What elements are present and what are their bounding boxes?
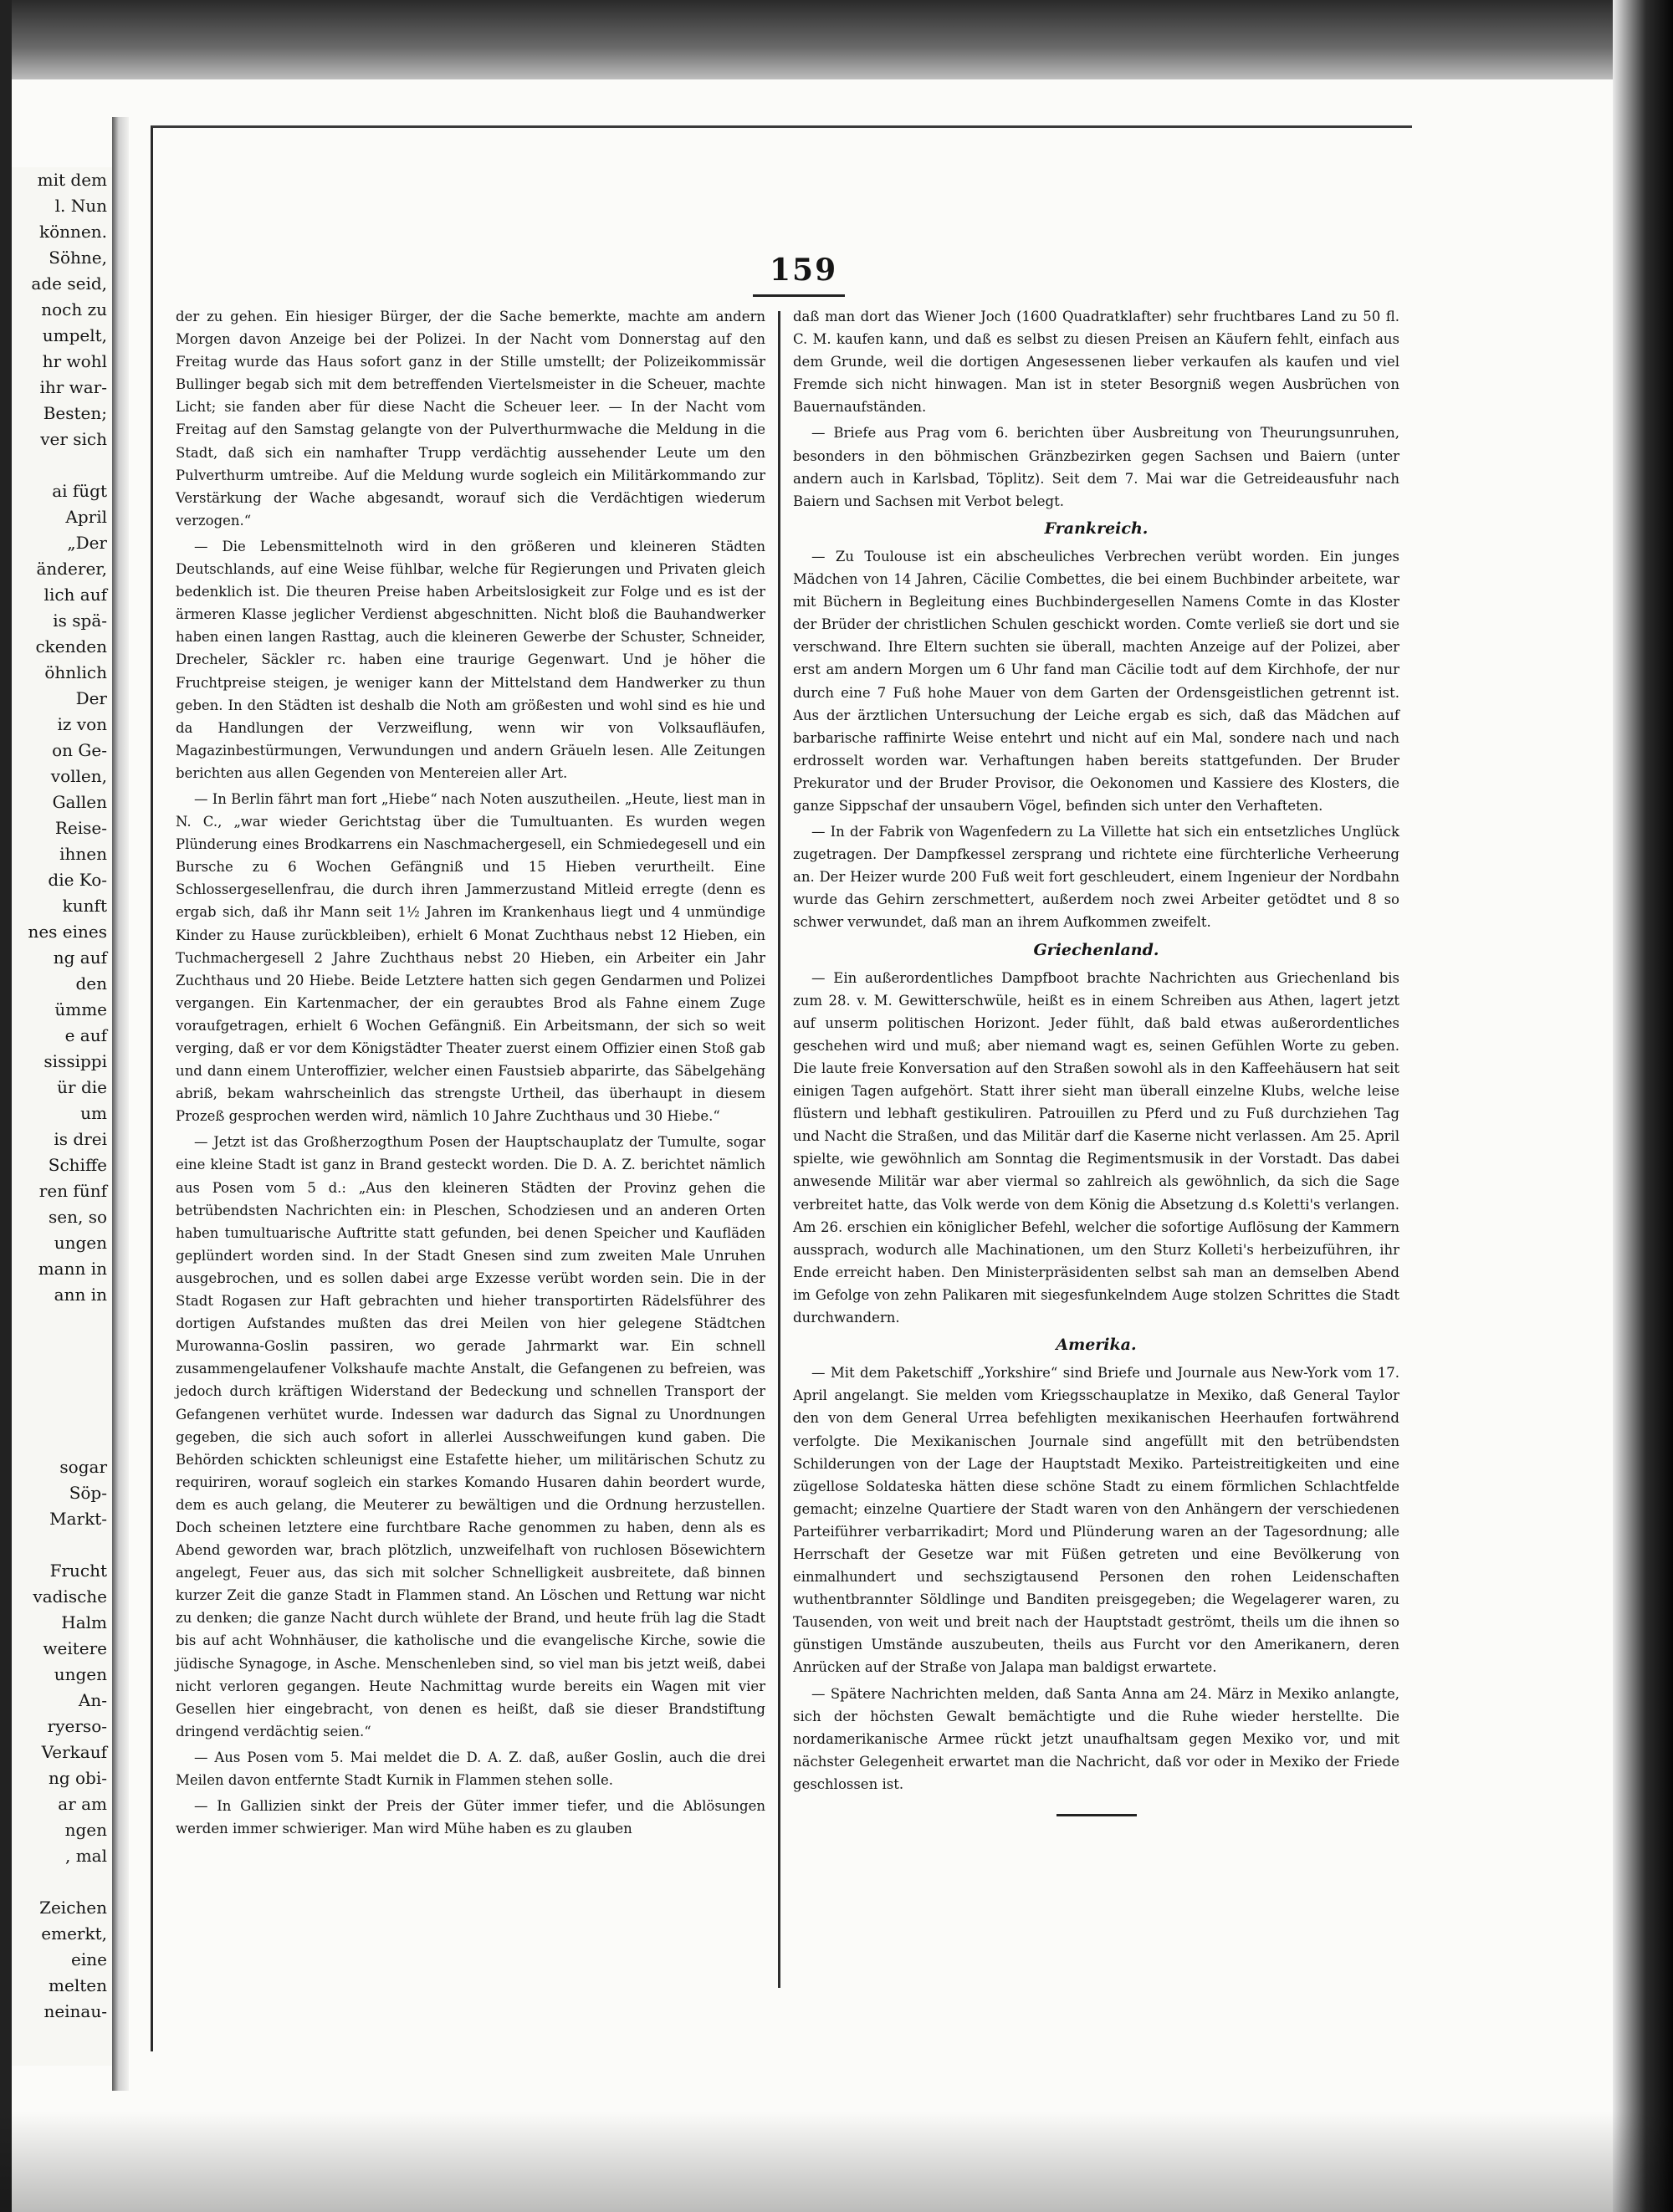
scan-right-edge (1613, 0, 1673, 2212)
page-number-rule (753, 294, 845, 297)
previous-page-line: ng obi- (48, 1768, 107, 1788)
previous-page-line: on Ge- (52, 740, 107, 760)
right-paragraph: — Mit dem Paketschiff „Yorkshire“ sind Briefe und Journale aus New-York vom 17. April angelangt. Sie melden vom Kriegsschauplatze in Mexiko, daß General Taylor den von dem General Urrea befehligten mexikanischen Heerhaufen fortwährend verfolgte. Die Mexikanischen Journale sind angefüllt mit den betrübendsten Schilderungen von der Lage der Hauptstadt Mexiko. Parteistreitigkeiten und eine zügellose Soldateska hätten diese schöne Stadt zu einem förmlichen Schlachtfelde gemacht; einzelne Quartiere der Stadt waren von den Anhängern der verschiedenen Parteiführer verbarrikadirt; Mord und Plünderung waren an der Tagesordnung; alle Herrschaft der Gesetze war mit Füßen getreten und eine Bevölkerung von einmalhundert und sechszigtausend Personen den rohen Leidenschaften wuthentbrannter Söldlinge und Banditen preisgegeben; die Wegelagerer waren, zu Tausenden, von weit und breit nach der Hauptstadt geströmt, theils um die ihnen so günstigen Umstände auszubeuten, theils aus Furcht vor den Amerikanern, deren Anrücken auf der Straße von Jalapa man baldigst erwartete. (793, 1365, 1399, 1676)
previous-page-line: melten (49, 1975, 107, 1995)
section-heading-amerika: Amerika. (1056, 1336, 1137, 1355)
previous-page-strip (12, 167, 114, 2066)
left-column (176, 305, 765, 1843)
previous-page-line: emerkt, (41, 1923, 107, 1944)
previous-page-line: l. Nun (54, 196, 107, 216)
previous-page-line: ungen (54, 1664, 107, 1684)
right-paragraph: — Zu Toulouse ist ein abscheuliches Verbrechen verübt worden. Ein junges Mädchen von 14 Jahren, Cäcilie Combettes, die bei einem Buchbinder arbeitete, war mit Büchern in Begleitung eines Buchbindergesellen Namens Comte in das Kloster der Brüder der christlichen Schulen geschickt worden. Comte verließ sie dort und sie verschwand. Ihre Eltern suchten sie überall, machten Anzeige auf der Polizei, aber erst am andern Morgen um 6 Uhr fand man Cäcilie todt auf dem Kirchhofe, der nur durch eine 7 Fuß hohe Mauer von dem Garten der Ordensgeistlichen getrennt ist. Aus der ärztlichen Untersuchung der Leiche ergab es sich, daß das Mädchen auf barbarische raffinirte Weise entehrt und nicht auf ein Mal, sondere nach und nach erdrosselt worden war. Verhaftungen haben bereits stattgefunden. Der Bruder Prekurator und der Bruder Provisor, die Oekonomen und Kassiere des Klosters, die ganze Sippschaf der unsaubern Vögel, befinden sich unter den Verhafteten. (793, 548, 1399, 814)
previous-page-line: „Der (67, 533, 107, 553)
previous-page-line: hr wohl (42, 351, 107, 371)
previous-page-line: Gallen (52, 792, 107, 812)
right-paragraph: — Ein außerordentliches Dampfboot brachte Nachrichten aus Griechenland bis zum 28. v. M. Gewitterschwüle, heißt es in einem Schreiben aus Athen, lagert jetzt auf unserm politischen Horizont. Jeder fühlt, daß bald etwas außerordentliches geschehen wird und muß; aber niemand wagt es, seinen Gefühlen Worte zu geben. Die laute freie Konversation auf den Straßen sowohl als in den Kaffeehäusern hat seit einigen Tagen aufgehört. Statt ihrer sieht man überall einzelne Klubs, welche leise flüstern und lebhaft gestikuliren. Patrouillen zu Pferd und zu Fuß durchziehen Tag und Nacht die Straßen, und das Militär darf die Kaserne nicht verlassen. Am 25. April spielte, wie gewöhnlich am Sonntag die Regimentsmusik in der Vorstadt. Das dabei anwesende Militär war aber viermal so zahlreich als gewöhnlich, da sich die Sage verbreitet hatte, das Volk werde von dem König die Absetzung d.s Koletti's verlangen. Am 26. erschien ein königlicher Befehl, welcher die sofortige Auflösung der Kammern aussprach, wodurch alle Machinationen, um den Sturz Kolleti's herbeizuführen, ihr Ende erreicht haben. Den Ministerpräsidenten selbst sah man an demselben Abend im Gefolge von zehn Palikaren mit siegesfunkelndem Auge stolzen Schrittes die Stadt durchwandern. (793, 969, 1399, 1326)
previous-page-line: änderer, (36, 559, 107, 579)
previous-page-line: Schiffe (48, 1155, 107, 1175)
previous-page-line: um (80, 1103, 107, 1123)
previous-page-line: umpelt, (42, 325, 107, 345)
previous-page-line: kunft (62, 896, 107, 916)
end-rule (1056, 1814, 1137, 1816)
left-paragraph: — Die Lebensmittelnoth wird in den größeren und kleineren Städten Deutschlands, auf eine Weise fühlbar, welche für Regierungen und Privaten gleich bedenklich ist. Die theuren Preise haben Arbeitslosigkeit zur Folge und es ist der ärmeren Klasse jeglicher Verdienst abgeschnitten. Nicht bloß die Bauhandwerker haben einen langen Rasttag, auch die kleineren Gewerbe der Schuster, Schneider, Drecheler, Säckler rc. haben eine traurige Gegenwart. Und je höher die Fruchtpreise steigen, je weniger kann der Mittelstand dem Handwerker zu thun geben. In den Städten ist deshalb die Noth am größesten und wohl sind es hie und da Handlungen der Verzweiflung, wenn wir von Volksaufläufen, Magazinbestürmungen, Verwundungen und andern Gräueln lesen. Alle Zeitungen berichten aus allen Gegenden von Mentereien aller Art. (176, 538, 765, 781)
previous-page-line: eine (71, 1949, 107, 1969)
previous-page-line: , mal (65, 1846, 107, 1866)
previous-page-line: neinau- (43, 2001, 107, 2021)
previous-page-line: ar am (58, 1794, 107, 1814)
previous-page-line: e auf (64, 1025, 107, 1045)
previous-page-line: ann in (54, 1285, 107, 1305)
previous-page-line: iz von (57, 714, 107, 734)
right-paragraph: — Spätere Nachrichten melden, daß Santa Anna am 24. März in Mexiko anlangte, sich der höchsten Gewalt bemächtigte und die Ruhe wieder herstellte. Die nordamerikanische Armee rückt jetzt unaufhaltsam gegen Mexiko vor, und mit nächster Gelegenheit erwartet man die Nachricht, daß vor oder in Mexiko der Friede geschlossen ist. (793, 1685, 1399, 1792)
previous-page-line (12, 452, 112, 478)
previous-page-line: ihnen (59, 844, 107, 864)
section-heading-griechenland: Griechenland. (1033, 940, 1159, 959)
previous-page-line: ryerso- (47, 1716, 107, 1736)
previous-page-text-top (12, 167, 112, 1308)
previous-page-line: ai fügt (52, 481, 107, 501)
previous-page-line: vadische (33, 1586, 107, 1607)
column-divider (778, 311, 780, 1988)
page-fold-shadow (112, 117, 129, 2091)
left-paragraph: — Jetzt ist das Großherzogthum Posen der Hauptschauplatz der Tumulte, sogar eine kleine Stadt ist ganz in Brand gesteckt worden. Die D. A. Z. berichtet nämlich aus Posen vom 5 d.: „Aus den kleineren Städten der Provinz gehen die betrübendsten Nachrichten ein: in Pleschen, Schodziesen und an anderen Orten haben tumultuarische Auftritte statt gefunden, bei denen Speicher und Kaufläden geplündert worden sind. In der Stadt Gnesen sind zum zweiten Male Unruhen ausgebrochen, und es sollen dabei arge Exzesse verübt worden sein. Die in der Stadt Rogasen zur Haft gebrachten und hieher transportirten Rädelsführer des dortigen Aufstandes mußten das drei Meilen von hier gelegene Städtchen Murowanna-Goslin passiren, wo gerade Jahrmarkt war. Ein schnell zusammengelaufener Volkshaufe machte Anstalt, die Gefangenen zu befreien, was jedoch durch kräftigen Widerstand der Bedeckung und schnellen Transport der Gefangenen verhütet wurde. Indessen war dadurch das Signal zu Unordnungen gegeben, die sich auch sofort in allerlei Ausschweifungen kund gaben. Die Behörden schickten schleunigst eine Estafette hieher, um militärischen Schutz zu requiriren, worauf sogleich ein starkes Komando Husaren dahin beordert wurde, dem es auch gelang, die Meuterer zu bewältigen und die Ordnung herzustellen. Doch scheinen letztere eine furchtbare Rache genommen zu haben, denn als es Abend geworden war, brach plötzlich, unzweifelhaft von ruchlosen Bösewichtern angelegt, Feuer aus, das sich mit solcher Schnelligkeit ausbreitete, daß binnen kurzer Zeit die ganze Stadt in Flammen stand. An Löschen und Rettung war nicht zu denken; die ganze Nacht durch wühlete der Brand, und heute früh lag die Stadt bis auf acht Wohnhäuser, die katholische und die evangelische Kirche, sowie die jüdische Synagoge, in Asche. Menschenleben sind, so viel man bis jetzt weiß, dabei nicht verloren gegangen. Heute Nachmittag wurde bereits ein Wagen mit vier Gesellen hier eingebracht, von denen es heißt, daß sie dieser Brandstiftung dringend verdächtig seien.“ (176, 1134, 765, 1739)
previous-page-line: Besten; (43, 403, 107, 423)
previous-page-line: Frucht (49, 1561, 107, 1581)
previous-page-line: An- (78, 1690, 107, 1710)
left-paragraph: — Aus Posen vom 5. Mai meldet die D. A. Z. daß, außer Goslin, auch die drei Meilen davon entfernte Stadt Kurnik in Flammen stehen solle. (176, 1749, 765, 1788)
left-paragraph: — In Berlin fährt man fort „Hiebe“ nach Noten auszutheilen. „Heute, liest man in N. C., „war wieder Gerichtstag über die Tumultuanten. Es wurden wegen Plünderung eines Brodkarrens ein Naschmachergesell, ein Schmiedegesell und ein Bursche zu 6 Wochen Gefängniß und 15 Hieben verurtheilt. Eine Schlossergesellenfrau, die durch ihren Jammerzustand Mitleid erregte (denn es ergab sich, daß ihr Mann seit 1½ Jahren im Krankenhaus liegt und 4 unmündige Kinder zu Hause zurückbleiben), erhielt 6 Monat Zuchthaus nebst 12 Hieben, ein Tuchmachergesell 2 Jahre Zuchthaus nebst 20 Hieben, ein Arbeiter ein Jahr Zuchthaus und 20 Hiebe. Beide Letztere hatten sich gegen Gendarmen und Polizei vergangen. Ein Kartenmacher, der ein geraubtes Brod als Fahne einem Zuge voraufgetragen, erhielt 6 Wochen Gefängniß. Ein Arbeitsmann, der sich so weit verging, daß er vor dem Königstädter Theater zuerst einem Offizier einen Stoß gab und dann einem Unteroffizier, welcher einen Faustsieb abparirte, das Säbelgehäng abriß, bekam wahrscheinlich das strengste Urtheil, das überhaupt in diesem Prozeß gesprochen werden wird, nämlich 10 Jahre Zuchthaus und 30 Hiebe.“ (176, 790, 765, 1125)
previous-page-line: Zeichen (39, 1898, 107, 1918)
previous-page-line: ver sich (40, 429, 107, 449)
scan-top-edge (0, 0, 1673, 79)
previous-page-line: können. (39, 222, 107, 242)
previous-page-line: sissippi (43, 1051, 107, 1071)
previous-page-line: ümme (54, 999, 107, 1019)
previous-page-line: ckenden (35, 636, 107, 656)
previous-page-line: lich auf (43, 585, 107, 605)
left-paragraph: der zu gehen. Ein hiesiger Bürger, der die Sache bemerkte, machte am andern Morgen davon Anzeige bei der Polizei. In der Nacht vom Donnerstag auf den Freitag wurde das Haus sofort ganz in der Stille umstellt; der Polizeikommissär Bullinger begab sich mit dem betreffenden Viertelsmeister in die Scheuer, machte Licht; sie fanden aber für diese Nacht die Scheuer leer. — In der Nacht vom Freitag auf den Samstag gelangte von der Pulverthurmwache die Meldung in die Stadt, daß sich ein namhafter Trupp verdächtig aussehender Leute um den Pulverthurm umtreibe. Auf die Meldung wurde sogleich ein Militärkommando zur Verstärkung der Wache abgesandt, worauf sich die Verdächtigen wiederum verzogen.“ (176, 309, 765, 529)
previous-page-line: is spä- (53, 610, 107, 631)
previous-page-line: ür die (57, 1077, 107, 1097)
previous-page-line: öhnlich (44, 662, 107, 682)
previous-page-line: ihr war- (39, 377, 107, 397)
right-paragraph: daß man dort das Wiener Joch (1600 Quadratklafter) sehr fruchtbares Land zu 50 fl. C. M. kaufen kann, und daß es selbst zu diesen Preisen an Käufern fehlt, einfach aus dem Grunde, weil die dortigen Angesessenen lieber verkaufen als kaufen und viel Fremde sich nicht hinwagen. Man ist in steter Besorgniß wegen Ausbrüchen von Bauernaufständen. (793, 309, 1399, 416)
previous-page-line: ren fünf (38, 1181, 107, 1201)
previous-page-line: mann in (38, 1259, 107, 1279)
previous-page-line: mit dem (37, 170, 107, 190)
previous-page-line: Halm (61, 1612, 107, 1632)
previous-page-line: den (75, 973, 107, 994)
previous-page-line: is drei (54, 1129, 107, 1149)
scan-left-edge (0, 0, 12, 2212)
previous-page-line: Reise- (54, 818, 107, 838)
previous-page-line: ngen (64, 1820, 107, 1840)
right-paragraph: — In der Fabrik von Wagenfedern zu La Villette hat sich ein entsetzliches Unglück zugetragen. Der Dampfkessel zersprang und richtete eine fürchterliche Verheerung an. Der Heizer wurde 200 Fuß weit fort geschleudert, einem Ingenieur der Nordbahn wurde das Gehirn zerschmettert, außerdem noch zwei Arbeiter getödtet und 8 so schwer verwundet, daß man an ihrem Aufkommen zweifelt. (793, 824, 1399, 931)
left-paragraph: — In Gallizien sinkt der Preis der Güter immer tiefer, und die Ablösungen werden immer schwieriger. Man wird Mühe haben es zu glauben (176, 1798, 765, 1837)
previous-page-line: weitere (43, 1638, 107, 1658)
right-paragraph: — Briefe aus Prag vom 6. berichten über Ausbreitung von Theurungsunruhen, besonders in den böhmischen Gränzbezirken gegen Sachsen und Baiern (unter andern auch in Karlsbad, Töplitz). Seit dem 7. Mai war die Getreideausfuhr nach Baiern und Sachsen mit Verbot belegt. (793, 425, 1399, 509)
previous-page-line: ng auf (53, 948, 107, 968)
previous-page-line: ade seid, (31, 273, 107, 294)
right-column (793, 305, 1399, 1816)
previous-page-line: Söhne, (49, 248, 107, 268)
section-heading-frankreich: Frankreich. (1044, 519, 1149, 538)
previous-page-line: vollen, (50, 766, 107, 786)
previous-page-text-bottom (12, 1454, 112, 2025)
previous-page-line: Markt- (49, 1509, 107, 1529)
previous-page-line: April (65, 507, 107, 527)
scan-bottom-shadow (0, 2112, 1673, 2212)
previous-page-line: Söp- (69, 1483, 107, 1503)
previous-page-line (12, 1869, 112, 1895)
previous-page-line: sogar (59, 1457, 107, 1477)
previous-page-line: noch zu (41, 299, 107, 319)
previous-page-line: Verkauf (41, 1742, 107, 1762)
previous-page-line: sen, so (49, 1207, 107, 1227)
previous-page-line: ungen (54, 1233, 107, 1253)
previous-page-line (12, 1532, 112, 1558)
previous-page-line: nes eines (28, 922, 107, 942)
previous-page-line: die Ko- (48, 870, 107, 890)
previous-page-line: Der (75, 688, 107, 708)
page-number: 159 (770, 253, 838, 288)
